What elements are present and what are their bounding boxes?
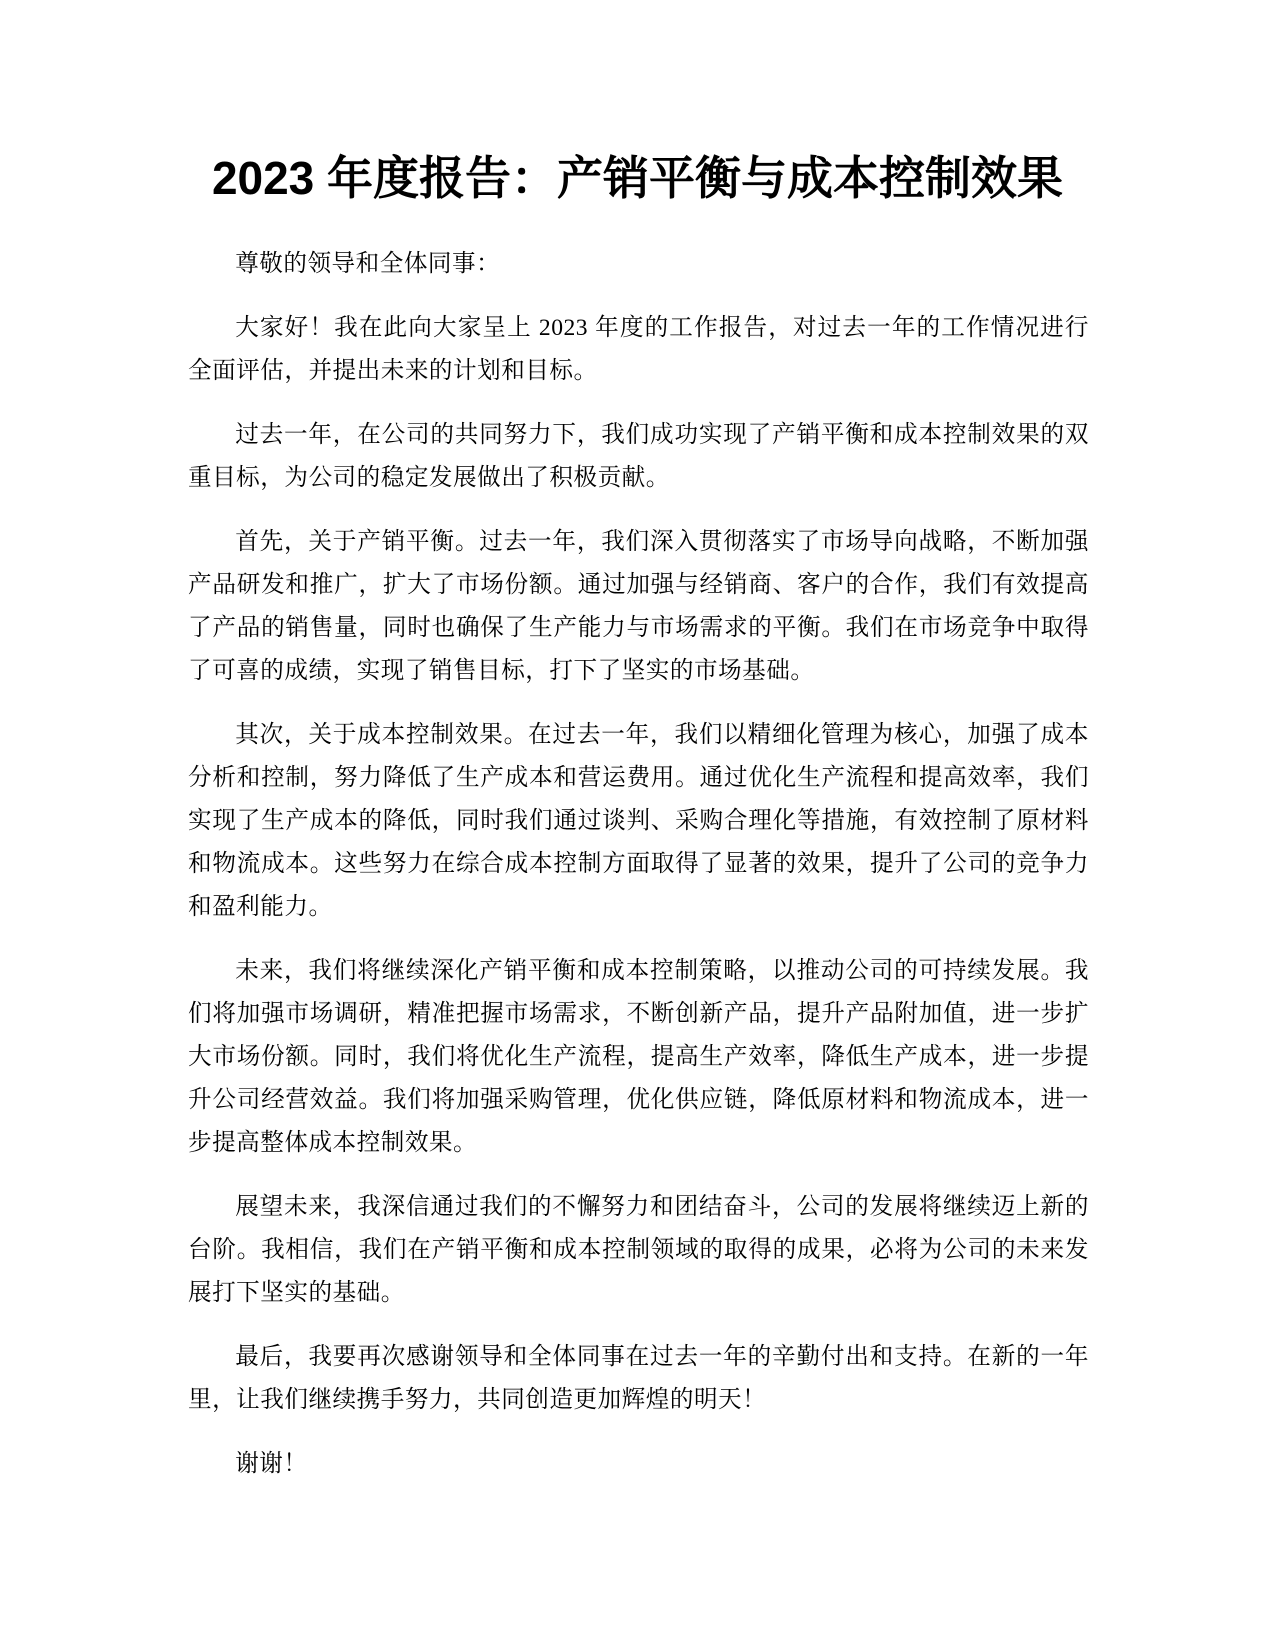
paragraph-greeting: 大家好！我在此向大家呈上 2023 年度的工作报告，对过去一年的工作情况进行全面评估，并提出未来的计划和目标。 [188, 315, 1089, 384]
paragraph-production-sales-balance: 首先，关于产销平衡。过去一年，我们深入贯彻落实了市场导向战略，不断加强产品研发和推广，扩大了市场份额。通过加强与经销商、客户的合作，我们有效提高了产品的销售量，同时也确保了生产能力与市场需求的平衡。我们在市场竞争中取得了可喜的成绩，实现了销售目标，打下了坚实的市场基础。 [188, 529, 1089, 684]
document-title: 2023 年度报告：产销平衡与成本控制效果 [211, 152, 1064, 204]
paragraph-thanks: 最后，我要再次感谢领导和全体同事在过去一年的辛勤付出和支持。在新的一年里，让我们继续携手努力，共同创造更加辉煌的明天！ [188, 1344, 1089, 1413]
paragraph-overview: 过去一年，在公司的共同努力下，我们成功实现了产销平衡和成本控制效果的双重目标，为公司的稳定发展做出了积极贡献。 [188, 422, 1089, 491]
paragraph-cost-control: 其次，关于成本控制效果。在过去一年，我们以精细化管理为核心，加强了成本分析和控制，努力降低了生产成本和营运费用。通过优化生产流程和提高效率，我们实现了生产成本的降低，同时我们通过谈判、采购合理化等措施，有效控制了原材料和物流成本。这些努力在综合成本控制方面取得了显著的效果，提升了公司的竞争力和盈利能力。 [188, 722, 1089, 920]
paragraph-outlook: 展望未来，我深信通过我们的不懈努力和团结奋斗，公司的发展将继续迈上新的台阶。我相信，我们在产销平衡和成本控制领域的取得的成果，必将为公司的未来发展打下坚实的基础。 [188, 1194, 1089, 1306]
document-body [188, 243, 1089, 1507]
paragraph-salutation: 尊敬的领导和全体同事： [235, 251, 501, 277]
paragraph-closing: 谢谢！ [235, 1451, 308, 1477]
paragraph-future-plans: 未来，我们将继续深化产销平衡和成本控制策略，以推动公司的可持续发展。我们将加强市场调研，精准把握市场需求，不断创新产品，提升产品附加值，进一步扩大市场份额。同时，我们将优化生产流程，提高生产效率，降低生产成本，进一步提升公司经营效益。我们将加强采购管理，优化供应链，降低原材料和物流成本，进一步提高整体成本控制效果。 [188, 958, 1089, 1156]
